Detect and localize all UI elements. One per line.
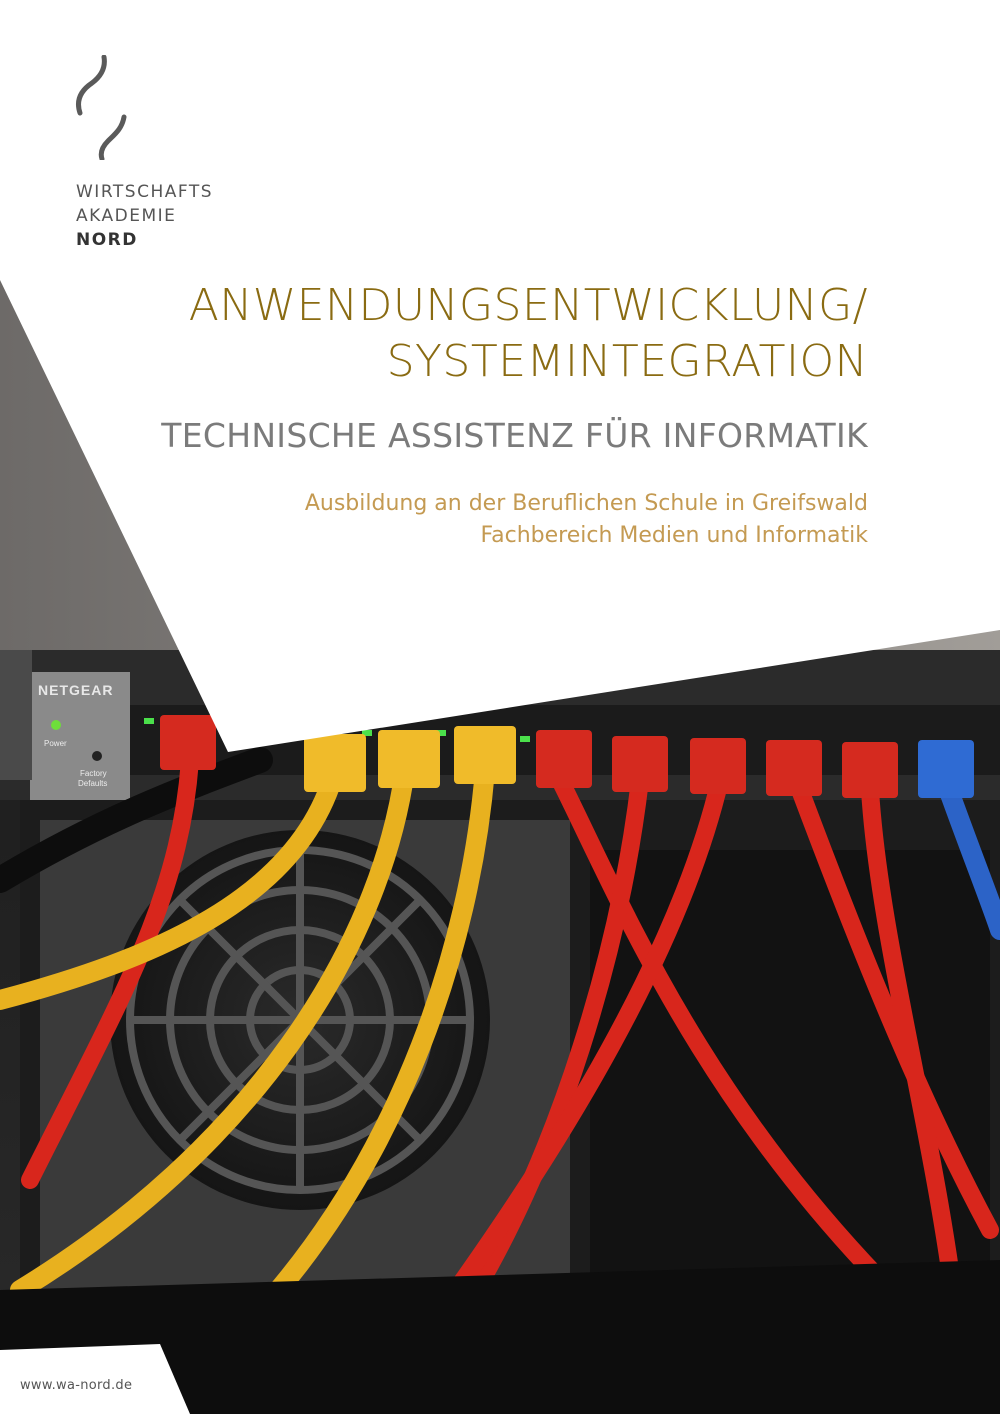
power-label: Power	[44, 739, 67, 748]
title-line-1: ANWENDUNGSENTWICKLUNG/	[188, 280, 868, 331]
logo-icon	[70, 55, 140, 160]
website-link[interactable]: www.wa-nord.de	[20, 1378, 133, 1393]
defaults-label: Defaults	[78, 779, 108, 788]
logo-line-1: WIRTSCHAFTS	[76, 182, 214, 202]
factory-label: Factory	[80, 769, 107, 778]
page-title	[189, 278, 868, 390]
tagline-line-1: Ausbildung an der Beruflichen Schule in Greifswald	[304, 491, 868, 516]
tagline	[305, 488, 868, 552]
tagline-line-2: Fachbereich Medien und Informatik	[480, 523, 868, 548]
logo-line-2: AKADEMIE	[76, 206, 177, 226]
device-brand-label: NETGEAR	[38, 682, 114, 698]
title-line-2: SYSTEMINTEGRATION	[386, 336, 868, 387]
logo-line-3: NORD	[76, 230, 138, 250]
logo-wordmark	[76, 180, 213, 252]
page-subtitle: TECHNISCHE ASSISTENZ FÜR INFORMATIK	[161, 416, 868, 455]
